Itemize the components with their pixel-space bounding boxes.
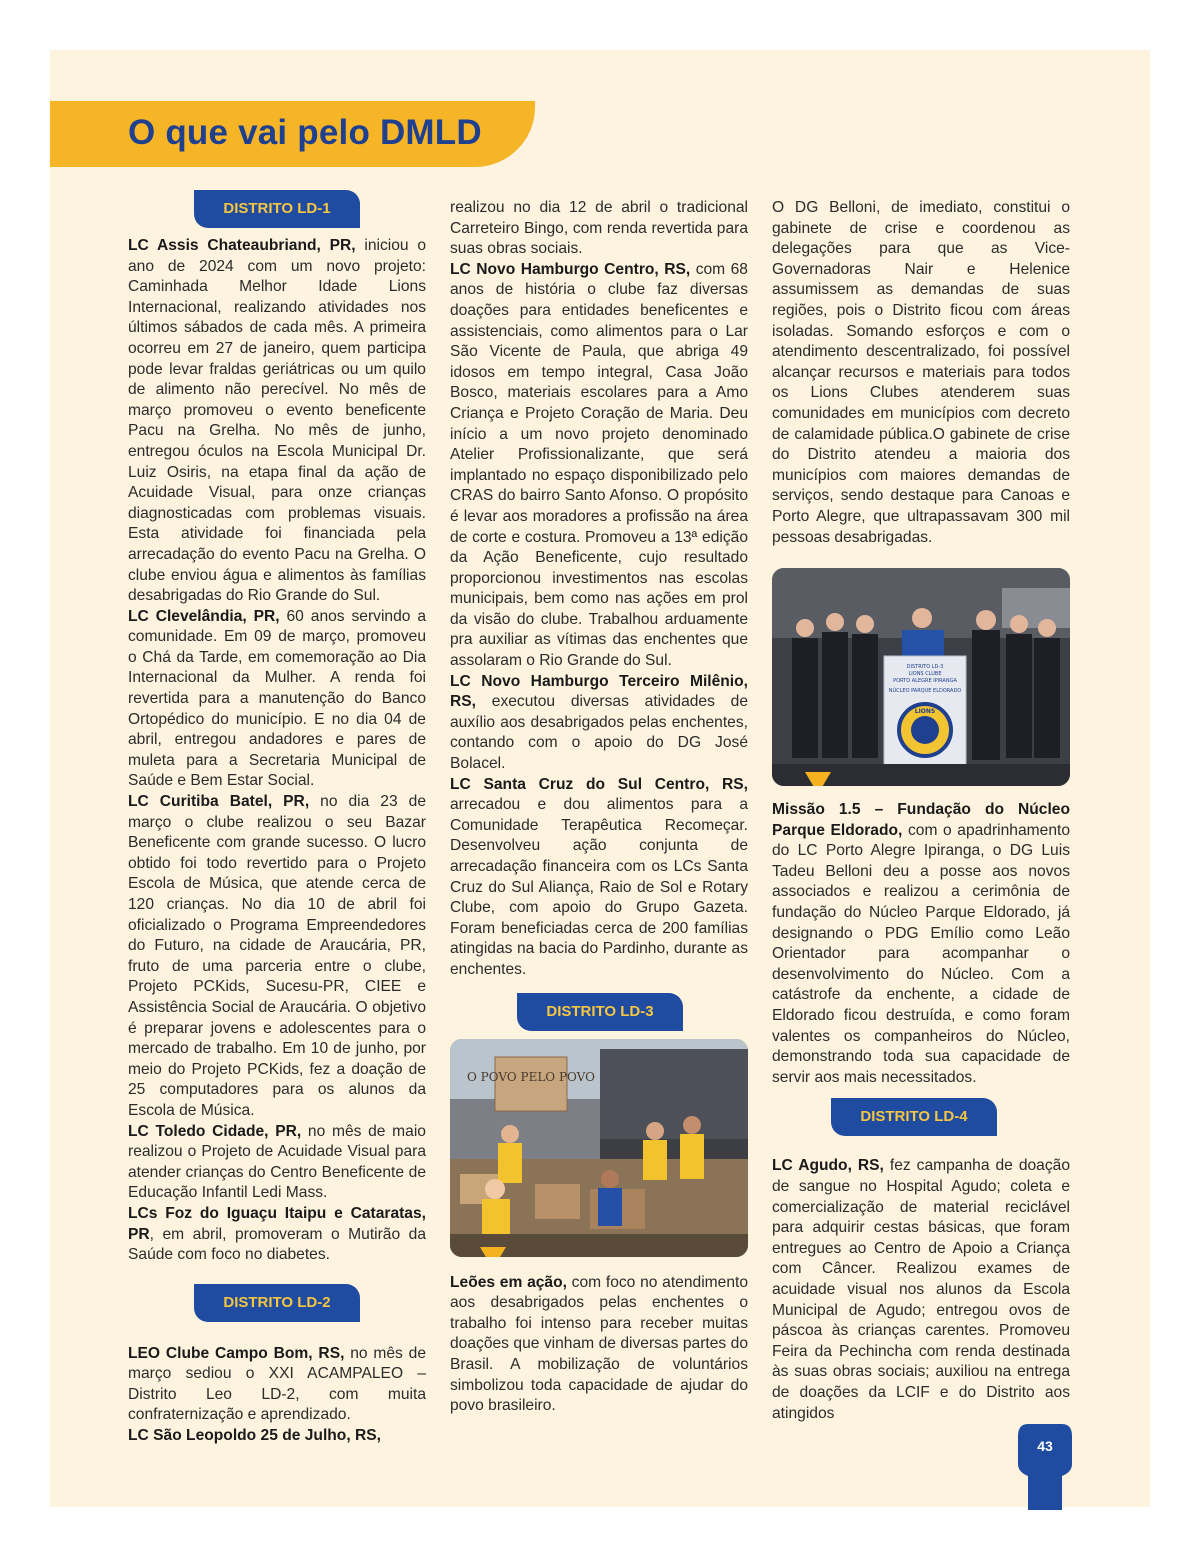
page-number-shape-icon bbox=[1018, 1424, 1072, 1510]
page-number-badge bbox=[1018, 1424, 1072, 1510]
district-ld3-badge: DISTRITO LD-3 bbox=[517, 993, 683, 1031]
caption-missao-1-5: Missão 1.5 – Fundação do Núcleo Parque Eldorado, com o apadrinhamento do LC Porto Alegre Ipiranga, o DG Luis Tadeu Belloni deu a posse aos novos associados e realizou a cerimônia de fundação do Núcleo Parque Eldorado, já designando o PDG Emílio como Leão Orientador para acompanhar o desenvolvimento do Núcleo. Com a catástrofe da enchente, a cidade de Eldorado ficou destruída, e como foram valentes os companheiros do Núcleo, demonstrando toda sua capacidade de servir aos mais necessitados. bbox=[772, 801, 1070, 1086]
cardboard-sign-text: O POVO PELO POVO bbox=[467, 1069, 595, 1084]
column-1 bbox=[128, 198, 426, 1447]
article-sao-leopoldo: LC São Leopoldo 25 de Julho, RS, bbox=[128, 1427, 381, 1445]
photo-nucleo-eldorado bbox=[772, 568, 1070, 786]
article-toledo-cidade: LC Toledo Cidade, PR, no mês de maio realizou o Projeto de Acuidade Visual para atender crianças do Centro Beneficente de Educação Infantil Ledi Mass. bbox=[128, 1122, 426, 1202]
article-nh-terceiro-milenio: LC Novo Hamburgo Terceiro Milênio, RS, executou diversas atividades de auxílio aos desabrigados pelas enchentes, contando com o apoio do DG José Bolacel. bbox=[450, 672, 748, 773]
volunteers-photo-illustration bbox=[450, 1039, 748, 1257]
caption-leoes-em-acao: Leões em ação, com foco no atendimento aos desabrigados pelas enchentes o trabalho foi intenso para receber muitas doações que vinham de diversas partes do Brasil. A mobilização de voluntários simbolizou toda capacidade de ajudar do povo brasileiro. bbox=[450, 1273, 748, 1415]
article-leo-campo-bom: LEO Clube Campo Bom, RS, no mês de março sediou o XXI ACAMPALEO – Distrito Leo LD-2, com muita confraternização e aprendizado. bbox=[128, 1344, 427, 1424]
article-assis-chateaubriand: LC Assis Chateaubriand, PR, iniciou o ano de 2024 com um novo projeto: Caminhada Melhor Idade Lions Internacional, realizando atividades nos últimos sábados de cada mês. A primeira ocorreu em 27 de janeiro, quem participa pode levar fraldas geriátricas ou um quilo de alimento não perecível. No mês de março promoveu o evento beneficente Pacu na Grelha. No mês de junho, entregou óculos na Escola Municipal Dr. Luiz Osiris, na etapa final da ação de Acuidade Visual, para onze crianças diagnosticadas com problemas visuais. Esta atividade foi financiada pela arrecadação do evento Pacu na Grelha. O clube enviou água e alimentos às famílias desabrigadas do Rio Grande do Sul. bbox=[128, 237, 426, 605]
article-foz-do-iguacu: LCs Foz do Iguaçu Itaipu e Cataratas, PR, em abril, promoveram o Mutirão da Saúde com foco no diabetes. bbox=[128, 1204, 426, 1264]
district-ld2-badge: DISTRITO LD-2 bbox=[194, 1284, 360, 1322]
district-ld4-badge: DISTRITO LD-4 bbox=[831, 1098, 997, 1136]
article-clevelandia: LC Clevelândia, PR, 60 anos servindo a comunidade. Em 09 de março, promoveu o Chá da Tarde, em comemoração ao Dia Internacional da Mulher. A renda foi revertida para a manutenção do Banco Ortopédico do município. E no dia 04 de abril, entregou andadores e pares de muleta para a Secretaria Municipal de Saúde e Bem Estar Social. bbox=[128, 607, 427, 790]
column-2 bbox=[450, 198, 748, 1417]
photo-pin-marker bbox=[805, 772, 831, 786]
svg-text:DISTRITO LD-3: DISTRITO LD-3 bbox=[906, 664, 944, 671]
column-3 bbox=[772, 198, 1070, 1424]
ceremony-photo-illustration bbox=[772, 568, 1070, 786]
article-dg-belloni: O DG Belloni, de imediato, constitui o gabinete de crise e coordenou as delegações para que as Vice-Governadoras Nair e Helenice assumissem as demandas de suas regiões, pois o Distrito ficou com áreas isoladas. Somando esforços e com o atendimento descentralizado, foi possível alcançar recursos e materiais para todos os Lions Clubes atenderem suas comunidades em municípios com decreto de calamidade pública.O gabinete de crise do Distrito atendeu a maioria dos municípios com maiores demandas de serviços, sendo destaque para Canoas e Porto Alegre, que ultrapassavam 300 mil pessoas desabrigadas. bbox=[772, 199, 1070, 546]
article-nh-centro: LC Novo Hamburgo Centro, RS, com 68 anos de história o clube faz diversas doações para entidades beneficentes e assistenciais, como alimentos para o Lar São Vicente de Paula, que abriga 49 idosos em tempo integral, Casa João Bosco, materiais escolares para a Amo Criança e Projeto Coração de Maria. Deu início a um novo projeto denominado Atelier Profissionalizante, que será implantado no espaço disponibilizado pelo CRAS do bairro Santo Afonso. O propósito é levar aos moradores a profissão na área de corte e costura. Promoveu a 13ª edição da Ação Beneficente, cujo resultado proporcionou investimentos nas escolas municipais, bem como nas ações em prol da visão do clube. Trabalhou arduamente pra auxiliar as vítimas das enchentes que assolaram o Rio Grande do Sul. bbox=[450, 260, 748, 670]
svg-text:LIONS CLUBE: LIONS CLUBE bbox=[908, 671, 942, 678]
svg-text:PORTO ALEGRE IPIRANGA: PORTO ALEGRE IPIRANGA bbox=[893, 678, 957, 685]
page-number: 43 bbox=[1037, 1438, 1053, 1454]
article-santa-cruz: LC Santa Cruz do Sul Centro, RS, arrecadou e dou alimentos para a Comunidade Terapêutica Recomeçar. Desenvolveu ação conjunta de arrecadação financeira com os LCs Santa Cruz do Sul Aliança, Raio de Sol e Rotary Clube, com apoio do Grupo Gazeta. Foram beneficiadas cerca de 200 famílias atingidas na bacia do Pardinho, durante as enchentes. bbox=[450, 775, 748, 978]
svg-text:NÚCLEO PARQUE ELDORADO: NÚCLEO PARQUE ELDORADO bbox=[888, 688, 962, 695]
article-curitiba-batel: LC Curitiba Batel, PR, no dia 23 de março o clube realizou o seu Bazar Beneficente com grande sucesso. O lucro obtido foi todo revertido para o Projeto Escola de Música, que atende cerca de 120 crianças. No dia 10 de abril foi oficializado o Programa Empreendedores do Futuro, na cidade de Araucária, PR, fruto de uma parceria entre o clube, Projeto PCKids, Sucesu-PR, CIEE e Assistência Social de Araucária. O objetivo é preparar jovens e adolescentes para o mercado de trabalho. Em 10 de junho, por meio do Projeto PCKids, fez a doação de 25 computadores para os alunos da Escola de Música. bbox=[128, 793, 426, 1119]
article-agudo: LC Agudo, RS, fez campanha de doação de sangue no Hospital Agudo; coleta e comercialização de material reciclável para adquirir cestas básicas, que foram entregues ao Centro de Apoio a Criança com Câncer. Realizou exames de acuidade visual nos alunos da Escola Municipal de Agudo; entregou ovos de páscoa às crianças carentes. Promoveu Feira da Pechincha com renda destinada às suas obras sociais; auxiliou na entrega de doações da LCIF e do Distrito aos atingidos bbox=[772, 1157, 1070, 1422]
district-ld1-badge: DISTRITO LD-1 bbox=[194, 190, 360, 228]
article-sao-leopoldo-cont: realizou no dia 12 de abril o tradicional Carreteiro Bingo, com renda revertida para suas obras sociais. bbox=[450, 199, 748, 258]
page-title: O que vai pelo DMLD bbox=[128, 113, 482, 152]
photo-volunteers bbox=[450, 1039, 748, 1257]
title-band bbox=[50, 101, 535, 167]
svg-text:LIONS: LIONS bbox=[914, 708, 936, 716]
photo-pin-marker bbox=[480, 1247, 506, 1257]
